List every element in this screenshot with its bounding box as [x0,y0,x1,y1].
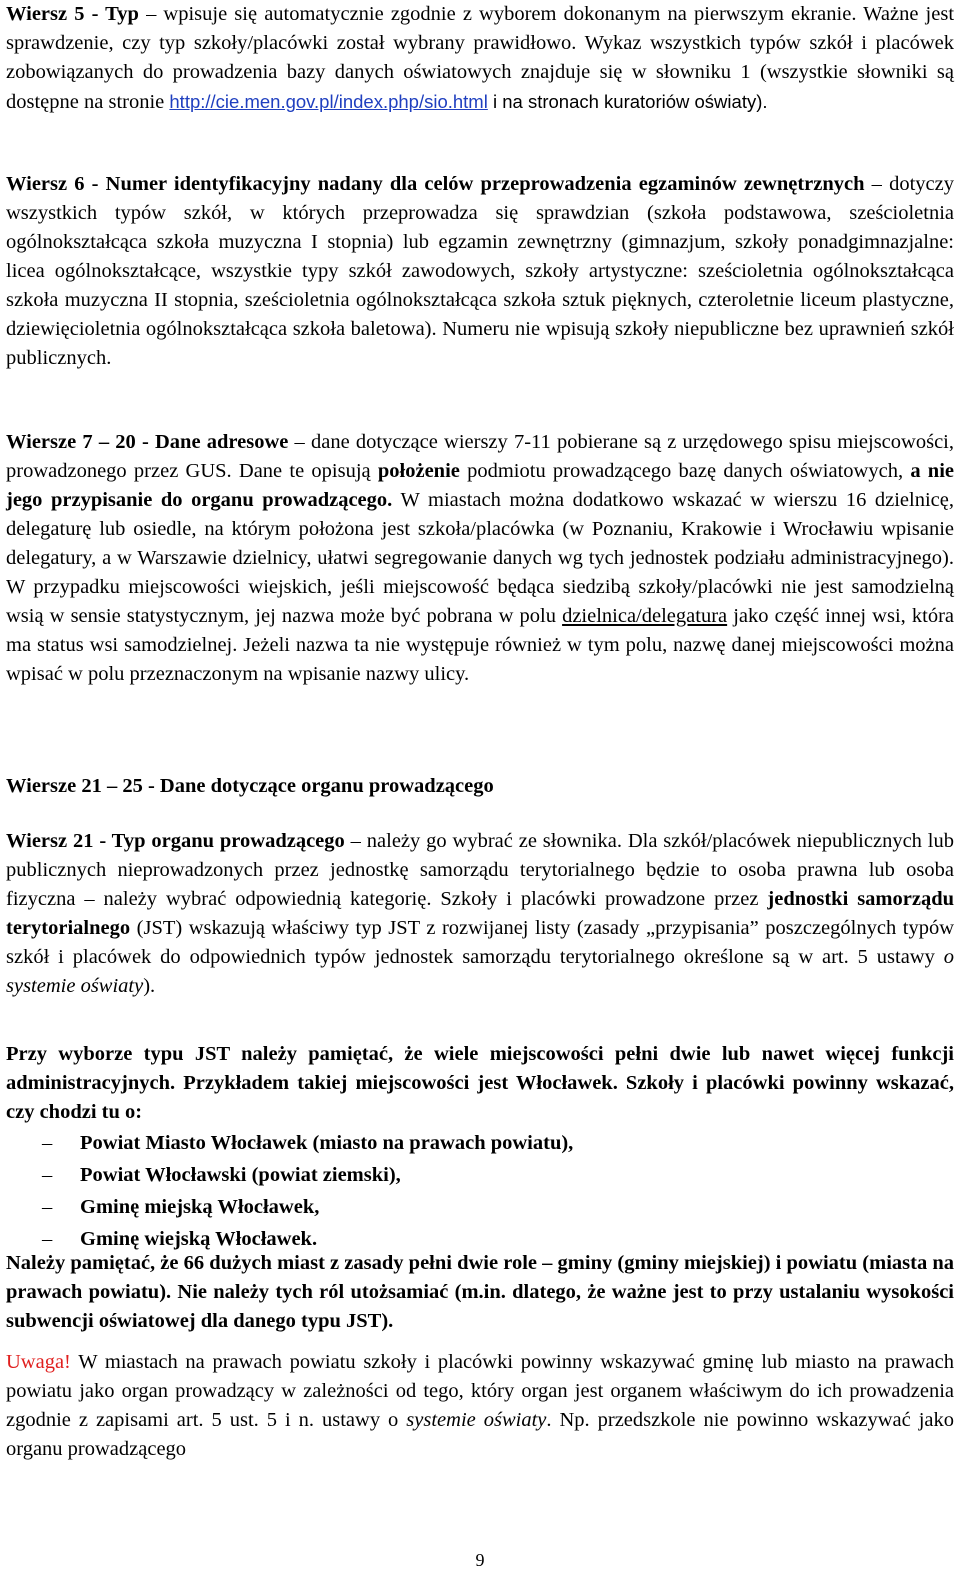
sio-link[interactable]: http://cie.men.gov.pl/index.php/sio.html [169,91,488,112]
paragraph-66-cities: Należy pamiętać, że 66 dużych miast z zasady pełni dwie role – gminy (gminy miejskiej) i powiatu (miasta na prawach powiatu). Nie należy tych ról utożsamiać (m.in. dlatego, że ważne jest to przy ustalaniu wysokości subwencji oświatowej dla danego typu JST). [6,1252,954,1332]
dash-bullet: – [42,1132,53,1154]
bold-text: położenie [377,460,460,482]
dash-bullet: – [42,1228,53,1250]
paragraph-lead: Wiersz 21 - Typ organu prowadzącego [6,830,345,852]
heading-text: Wiersze 21 – 25 - Dane dotyczące organu prowadzącego [6,775,494,797]
paragraph-text: . Np. przedszkole nie powinno wskazywać jako organu prowadzącego [6,1409,955,1460]
list-item-text: Gminę miejską Włocławek, [80,1196,320,1218]
paragraph-text: – dotyczy wszystkich typów szkół, w których przeprowadza się sprawdzian (szkoła podstawowa, sześcioletnia ogólnokształcąca szkoła muzyczna I stopnia) lub egzamin zewnętrzny (gimnazjum, szkoły ponadgimnazjalne: licea ogólnokształcące, wszystkie typy szkół zawodowych, szkoły artystyczne: sześcioletnia ogólnokształcąca szkoła muzyczna II stopnia, sześcioletnia ogólnokształcąca szkoła sztuk pięknych, czteroletnie liceum plastyczne, dziewięcioletnia ogólnokształcąca szkoła baletowa). Numeru nie wpisują szkoły niepubliczne bez uprawnień szkół publicznych. [6,173,954,369]
paragraph-text: (JST) wskazują właściwy typ JST z rozwijanej listy (zasady „przypisania” poszczególnych typów szkół i placówek do odpowiednich typów jednostek samorządu terytorialnego określone są w art. 5 ustawy [6,917,954,968]
page-number: 9 [475,1550,485,1570]
dash-list [6,1127,954,1255]
paragraph-warning [6,1348,954,1464]
paragraph-wiersze-7-20 [6,428,954,689]
paragraph-lead: Wiersz 6 - Numer identyfikacyjny nadany dla celów przeprowadzenia egzaminów zewnętrznych [6,173,865,195]
paragraph-wiersz-5 [6,0,954,117]
italic-text: systemie oświaty [406,1409,547,1431]
list-item-text: Gminę wiejską Włocławek. [80,1228,318,1250]
bold-text: jednostki samorządu terytorialnego [6,888,955,939]
dash-bullet: – [42,1164,53,1186]
paragraph-wiersz-21 [6,827,954,1001]
list-item [6,1127,954,1159]
paragraph-text: ). [143,975,156,997]
paragraph-text: W miastach można dodatkowo wskazać w wierszu 16 dzielnicę, delegaturę lub osiedle, na którym położona jest szkoła/placówka (w Poznaniu, Krakowie i Wrocławiu wpisanie delegatury, a w Warszawie dzielnicy, ułatwi segregowanie danych wg tych jednostek podziału administracyjnego). W przypadku miejscowości wiejskich, jeśli miejscowość będąca siedzibą szkoły/placówki nie jest samodzielną wsią w sensie statystycznym, jej nazwa może być pobrana w polu [6,489,955,627]
paragraph-text: podmiotu prowadzącego bazę danych oświatowych, [459,460,911,482]
list-item [6,1159,954,1191]
paragraph-text: – należy go wybrać ze słownika. Dla szkół/placówek niepublicznych lub publicznych nieprowadzonych przez jednostkę samorządu terytorialnego będzie to osoba prawna lub osoba fizyczna – należy wybrać odpowiednią kategorię. Szkoły i placówki prowadzone przez [6,830,954,910]
paragraph-text: W miastach na prawach powiatu szkoły i placówki powinny wskazywać gminę lub miasto na prawach powiatu jako organ prowadzący w zależności od tego, który organ jest organem właściwym do ich prowadzenia zgodnie z zapisami art. 5 ust. 5 i n. ustawy o [6,1351,954,1431]
paragraph-text: jako część innej wsi, która ma status wsi samodzielnej. Jeżeli nazwa ta nie występuje również w tym polu, nazwę danej miejscowości można wpisać w polu przeznaczonym na wpisanie nazwy ulicy. [6,605,954,685]
paragraph-lead: Wiersze 7 – 20 - Dane adresowe [6,431,289,453]
dash-bullet: – [42,1196,53,1218]
paragraph-text: – wpisuje się automatycznie zgodnie z wyborem dokonanym na pierwszym ekranie. Ważne jest sprawdzenie, czy typ szkoły/placówki został wybrany prawidłowo. Wykaz wszystkich typów szkół i placówek zobowiązanych do prowadzenia bazy danych oświatowych znajduje się w słowniku 1 (wszystkie słowniki są dostępne na stronie [6,3,955,113]
paragraph-text: – dane dotyczące wierszy 7-11 pobierane są z urzędowego spisu miejscowości, prowadzonego przez GUS. Dane te opisują [6,431,954,482]
paragraph-lead: Wiersz 5 - Typ [6,3,139,25]
paragraph-wiersz-6 [6,170,954,373]
paragraph-jst-note: Przy wyborze typu JST należy pamiętać, że wiele miejscowości pełni dwie lub nawet więcej funkcji administracyjnych. Przykładem takiej miejscowości jest Włocławek. Szkoły i placówki powinny wskazać, czy chodzi tu o: [6,1043,954,1123]
bold-text: a nie jego przypisanie do organu prowadzącego. [6,460,954,511]
italic-text: o systemie oświaty [6,946,954,997]
warning-label: Uwaga! [6,1351,71,1373]
list-item-text: Powiat Włocławski (powiat ziemski), [80,1164,401,1186]
underlined-text: dzielnica/delegatura [562,605,728,627]
section-heading [6,772,954,801]
paragraph-text: i na stronach kuratoriów oświaty). [487,91,768,112]
list-item-text: Powiat Miasto Włocławek (miasto na prawach powiatu), [80,1132,574,1154]
list-item [6,1191,954,1223]
